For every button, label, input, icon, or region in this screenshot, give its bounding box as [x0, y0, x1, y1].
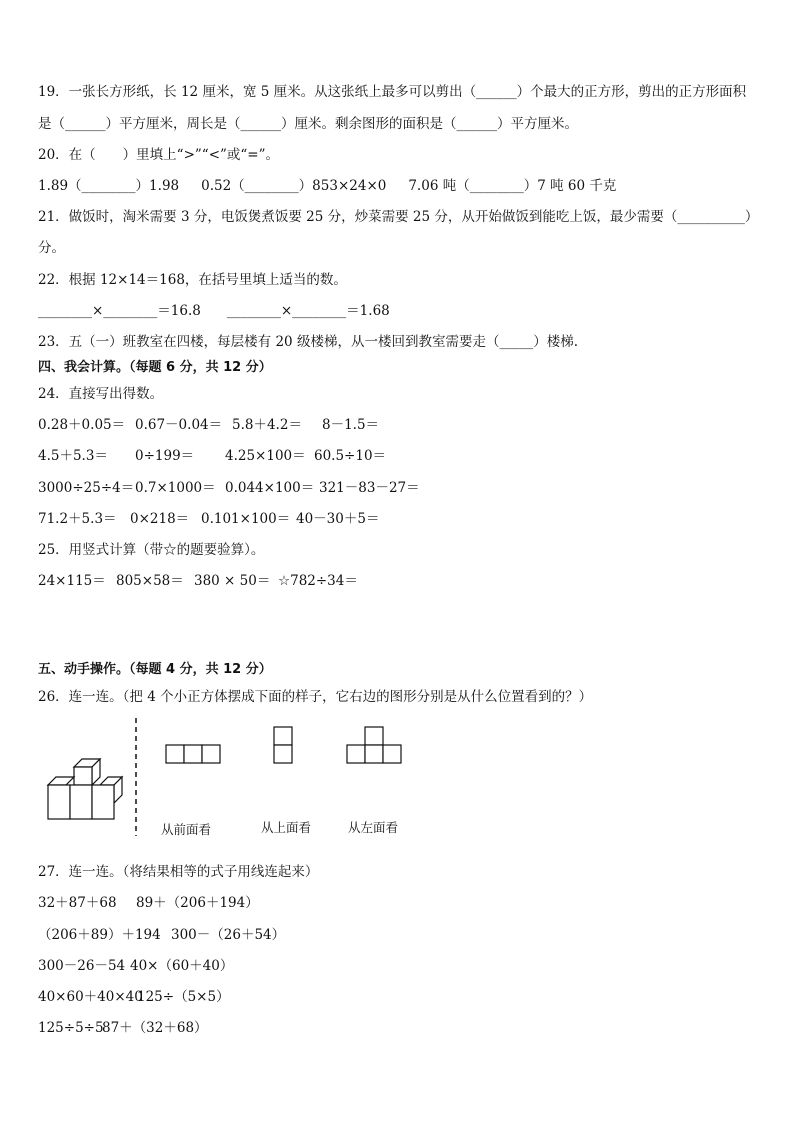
section4-title: 四、我会计算。（每题 6 分，共 12 分） [38, 360, 272, 375]
q27-right: 125÷（5×5） [137, 989, 230, 1005]
q27-row [38, 1018, 208, 1038]
q24-cell: 60.5÷10＝ [314, 448, 387, 464]
q27-left: 32＋87＋68 [38, 895, 117, 911]
q24-cell: 40－30＋5＝ [296, 511, 380, 527]
q22-item: ________×________＝16.8 [38, 303, 201, 319]
q24-cell: 0.101×100＝ [201, 511, 291, 527]
q24-cell: 0.28＋0.05＝ [38, 417, 126, 433]
front-view-figure [164, 742, 224, 766]
q20-item: 0.52（________）853×24×0 [201, 178, 387, 194]
q24-cell: 0.044×100＝ [225, 480, 315, 496]
q24-cell: 3000÷25÷4＝ [38, 480, 135, 496]
q24-cell: 4.5＋5.3＝ [38, 448, 108, 464]
q27-row [38, 893, 259, 913]
q23-text: 23．五（一）班教室在四楼，每层楼有 20 级楼梯，从一楼回到教室需要走（_____）楼梯. [38, 334, 578, 350]
q27-title: 27．连一连。（将结果相等的式子用线连起来） [38, 864, 319, 880]
q19-line2: 是（______）平方厘米，周长是（______）厘米。剩余图形的面积是（______）平方厘米。 [38, 116, 578, 132]
q24-row [38, 446, 386, 466]
q24-row [38, 478, 420, 498]
q25-item: 24×115＝ [38, 573, 106, 589]
q25-items [38, 571, 358, 591]
q24-row [38, 415, 379, 435]
caption-left-view: 从左面看 [348, 820, 399, 835]
q22-item: ________×________＝1.68 [226, 303, 390, 319]
q24-cell: 5.8＋4.2＝ [232, 417, 302, 433]
q20-item: 1.89（________）1.98 [38, 178, 180, 194]
q24-cell: 8－1.5＝ [322, 417, 380, 433]
q24-cell: 0×218＝ [130, 511, 190, 527]
section5-title: 五、动手操作。（每题 4 分，共 12 分） [38, 662, 272, 677]
q27-right: 87＋（32＋68） [102, 1020, 208, 1036]
q27-right: 89＋（206＋194） [136, 895, 259, 911]
caption-top-view: 从上面看 [261, 820, 312, 835]
top-view-figure [271, 724, 297, 766]
q21-line2: 分。 [38, 240, 65, 256]
q24-row [38, 509, 379, 529]
q24-title: 24．直接写出得数。 [38, 386, 164, 402]
q25-item: 380 × 50＝ [194, 573, 271, 589]
q24-cell: 0.7×1000＝ [135, 480, 216, 496]
caption-front-view: 从前面看 [161, 822, 212, 837]
q19-line1: 19．一张长方形纸，长 12 厘米，宽 5 厘米。从这张纸上最多可以剪出（______）个最大的正方形，剪出的正方形面积 [38, 84, 747, 100]
q27-left: （206＋89）＋194 [38, 927, 161, 943]
q27-row [38, 956, 233, 976]
q22-title: 22．根据 12×14＝168，在括号里填上适当的数。 [38, 272, 347, 288]
q20-items [38, 176, 616, 196]
q20-item: 7.06 吨（________）7 吨 60 千克 [408, 178, 617, 194]
q27-row [38, 925, 285, 945]
q27-left: 125÷5÷5 [38, 1020, 104, 1036]
q24-cell: 4.25×100＝ [225, 448, 306, 464]
q27-right: 40×（60＋40） [130, 958, 234, 974]
q24-cell: 0÷199＝ [135, 448, 195, 464]
q27-right: 300－（26＋54） [171, 927, 286, 943]
q26-title: 26．连一连。（把 4 个小正方体摆成下面的样子，它右边的图形分别是从什么位置看到的？） [38, 689, 593, 705]
left-view-figure [344, 724, 406, 766]
dashed-divider [130, 716, 142, 838]
cube-stack-figure [42, 758, 126, 822]
q25-title: 25．用竖式计算（带☆的题要验算）。 [38, 542, 265, 558]
q25-item: ☆782÷34＝ [278, 573, 358, 589]
q20-title: 20．在（ ）里填上“>”“<”或“=”。 [38, 147, 280, 163]
q27-left: 300－26－54 [38, 958, 126, 974]
q21-line1: 21．做饭时，淘米需要 3 分，电饭煲煮饭要 25 分，炒菜需要 25 分，从开始做饭到能吃上饭，最少需要（__________） [38, 209, 759, 225]
q27-left: 40×60＋40×40 [38, 989, 143, 1005]
q24-cell: 71.2＋5.3＝ [38, 511, 117, 527]
q24-cell: 321－83－27＝ [319, 480, 420, 496]
q27-row [38, 987, 230, 1007]
q25-item: 805×58＝ [116, 573, 184, 589]
q24-cell: 0.67－0.04＝ [135, 417, 223, 433]
q22-items [38, 301, 390, 321]
